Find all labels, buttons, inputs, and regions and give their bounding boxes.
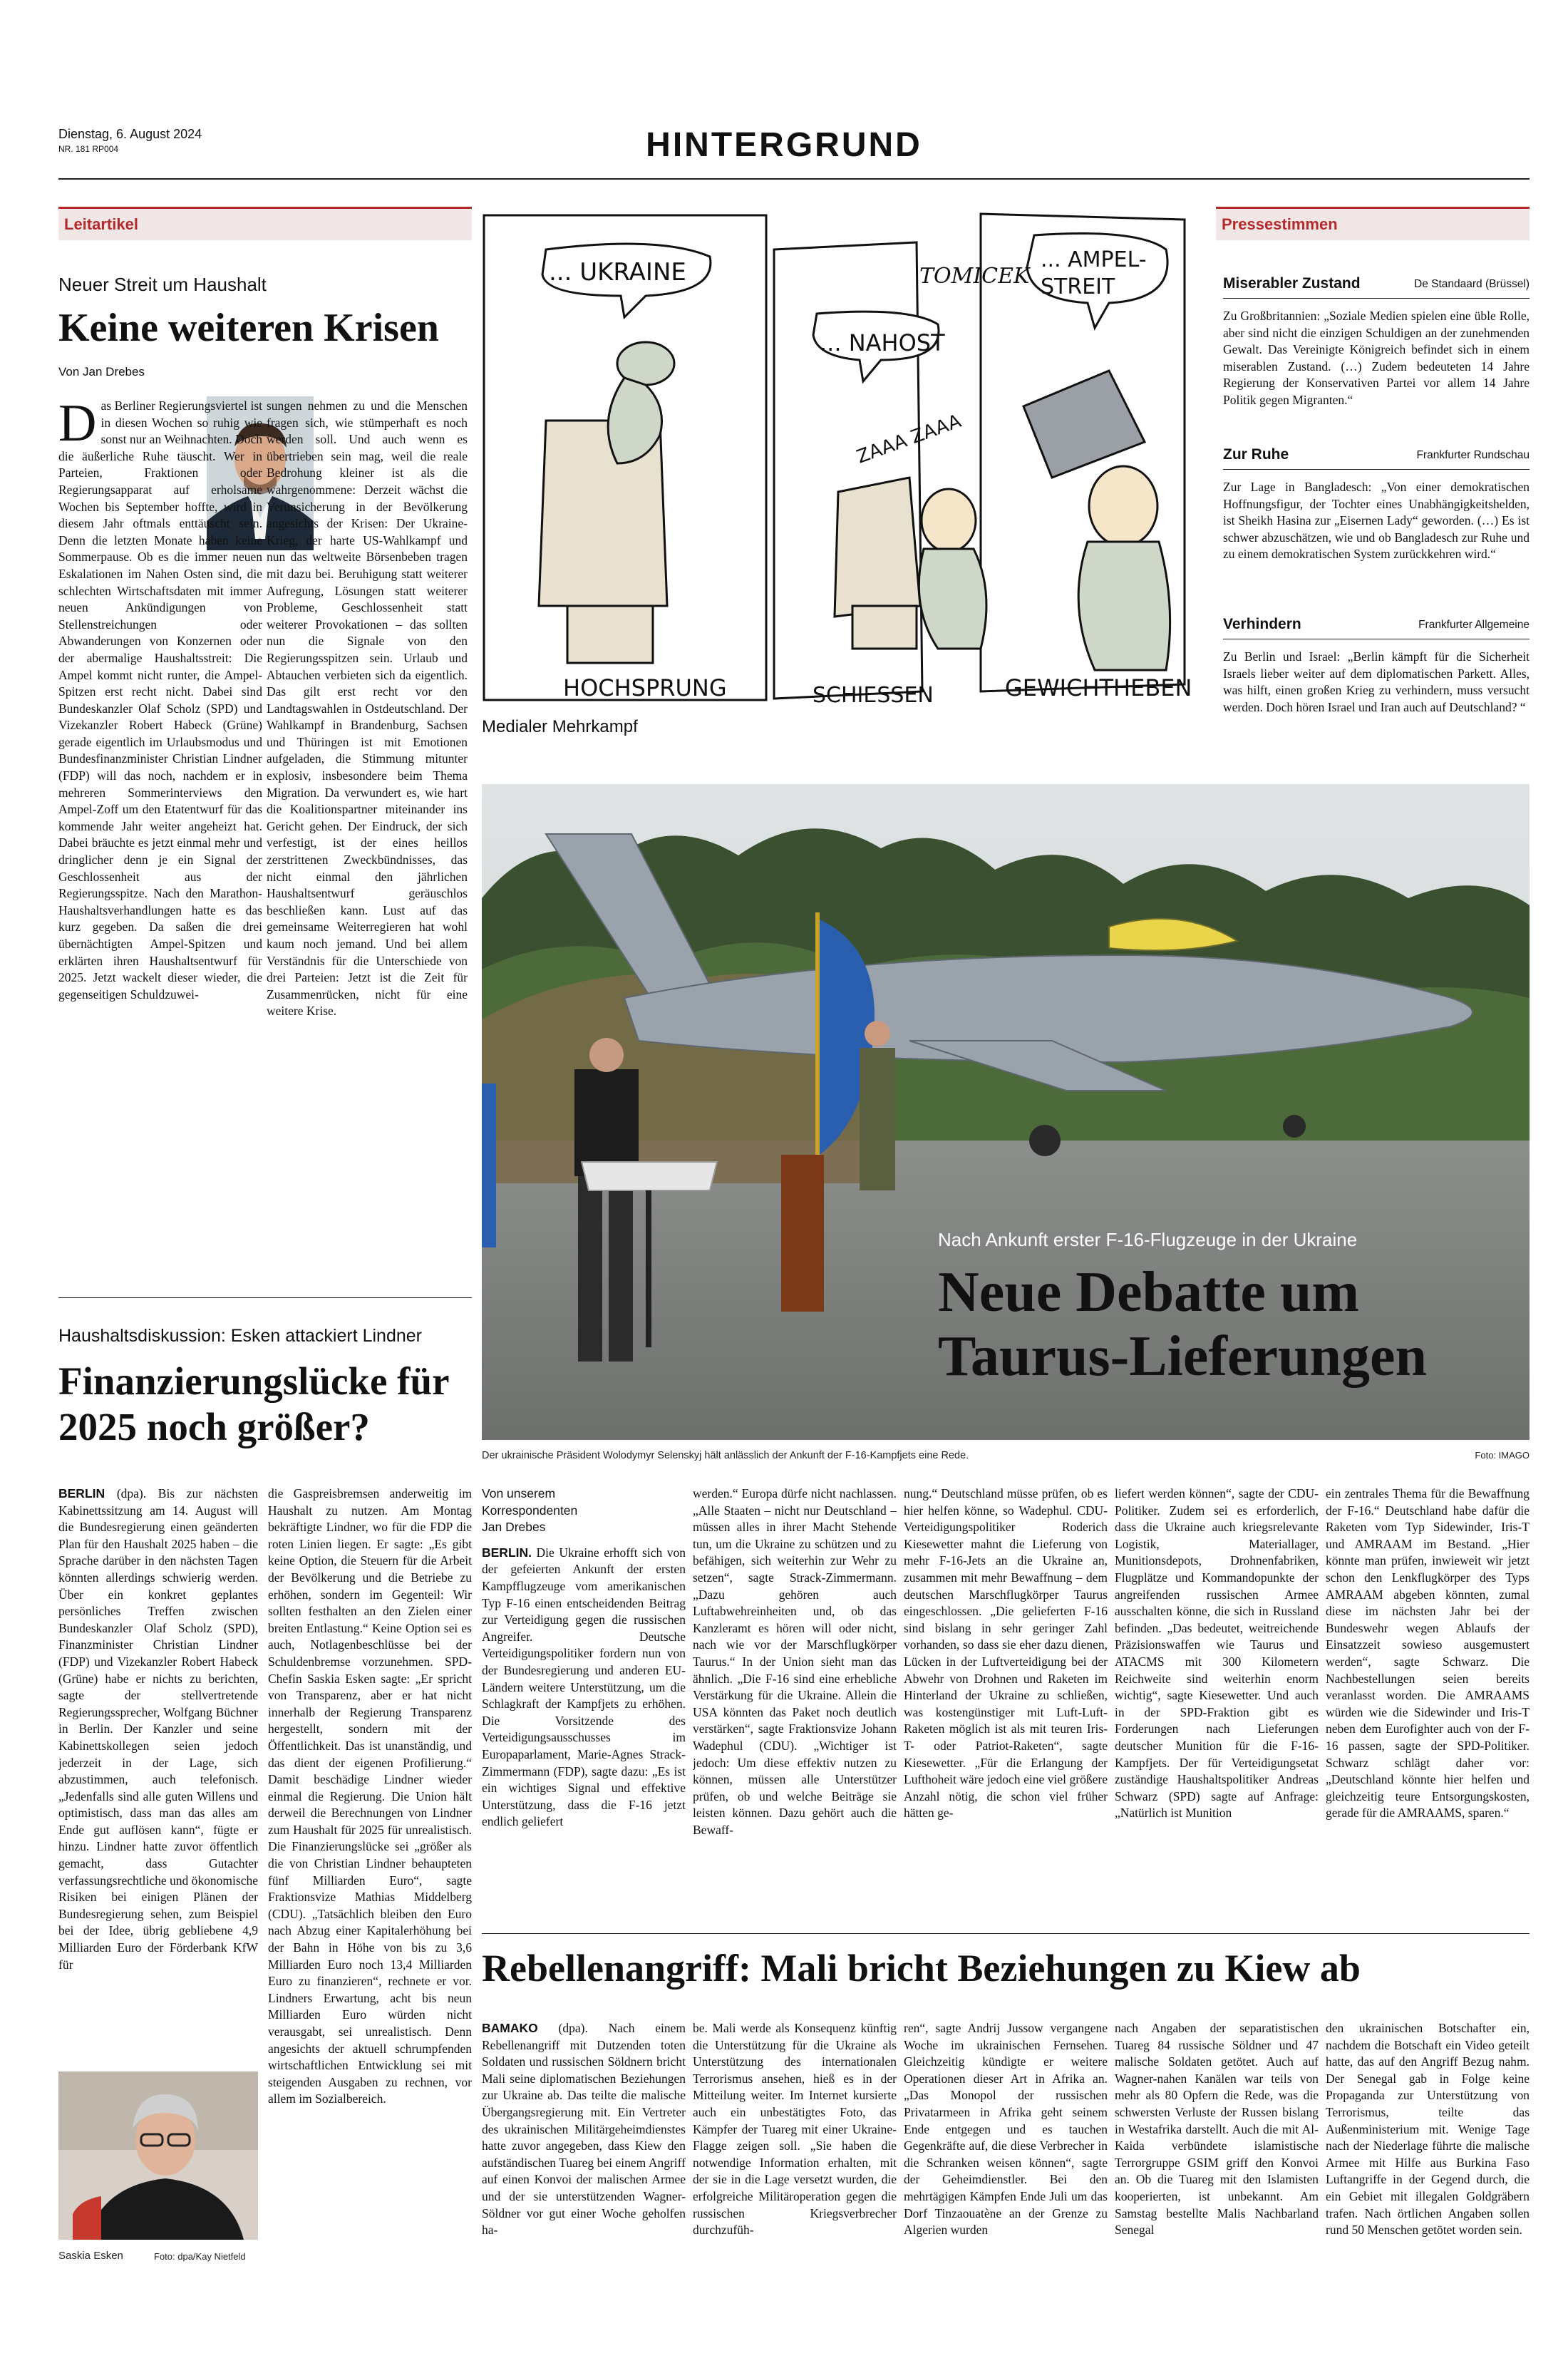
pressestimmen-label: Pressestimmen (1222, 215, 1338, 233)
leitartikel-kicker: Neuer Streit um Haushalt (58, 274, 267, 295)
cartoon-bubble-2: ... NAHOST (820, 329, 945, 356)
leitartikel-label: Leitartikel (64, 215, 138, 233)
leitartikel-byline: Von Jan Drebes (58, 365, 145, 379)
taurus-column-4 (1115, 1486, 1319, 1927)
taurus-text-4: liefert werden können“, sagte der CDU-Politiker. Zudem sei es erforderlich, dass die Ukraine auch kriegsrelevante Logistik, Materiallager, Munitionsdepots, Drohnenfabriken, Flugplätze und Kommandopunkte der angreifenden russischen Armee ausschalten könne, die sich in Russland befinden. „Das bedeutet, weitreichende Präzisionswaffen wie Taurus und ATACMS mit 300 Kilometern Reichweite sind weiterhin enorm wichtig“, sagte Kiesewetter. Und auch in der SPD-Fraktion gibt es Forderungen nach Lieferungen deutscher Munition für die F-16-Kampfjets. Der für Verteidigungsetat zuständige Haushaltspolitiker Andreas Schwarz (SPD) sagte auf Anfrage: „Natürlich ist Munition (1115, 1486, 1319, 1821)
mali-text-1: (dpa). Nach einem Rebellenangriff mit Dutzenden toten Soldaten und russischen Söldnern bricht Mali seine diplomatischen Beziehungen zur Ukraine ab. Das teilte die malische Übergangsregierung mit. Ein Vertreter des ukrainischen Militärgeheimdienstes hatte zuvor angegeben, dass Kiew den aufständischen Tuareg bei einem Angriff auf einen Konvoi der malischen Armee und der sie unterstützenden Wagner-Söldner vor gut einer Woche geholfen ha- (482, 2021, 686, 2238)
leitartikel-rule (58, 1297, 472, 1298)
esken-caption: Saskia Esken (58, 2250, 123, 2262)
esken-photo (58, 2071, 258, 2240)
hero-caption: Der ukrainische Präsident Wolodymyr Selenskyj hält anlässlich der Ankunft der F-16-Kampfjets eine Rede. (482, 1450, 969, 1461)
mali-text-5: den ukrainischen Botschafter ein, nachdem die Botschaft ein Video geteilt hatte, das auf den Angriff Bezug nahm. Der Senegal gab in Folge keine Propaganda zur Unterstützung von Terrorismus, teilte das Außenministerium mit. Wenige Tage nach der Niederlage führte die malische Armee mit Hilfe aus Burkina Faso Luftangriffe in der Gegend durch, die ein Gebiet mit illegalen Goldgräbern trafen. Nach örtlichen Angaben sollen rund 50 Menschen getötet worden sein. (1326, 2021, 1530, 2238)
taurus-byline-2: Korrespondenten (482, 1503, 578, 1518)
cartoon-label-3: GEWICHTHEBEN (1005, 674, 1192, 701)
leitartikel-text-1: as Berliner Regierungsviertel ist in diesen Wochen so ruhig wie sonst nur an Weihnachten. Doch die äußerliche Ruhe täuscht. Wer in Parteien, Fraktionen oder Regierungsapparat auf erholsame Wochen bis September hoffte, wird in diesem Jahr oftmals enttäuscht sein. Denn die letzten Monate haben keine Sommerpause. Ob es die immer neuen Eskalationen im Nahen Osten sind, die schlechten Wirtschaftsdaten mit immer neuen Ankündigungen von Stellenstreichungen oder Abwanderungen von Konzernen oder der abermalige Haushaltsstreit: Die Ampel kommt nicht runter, die Ampel-Spitzen erst recht nicht. Dabei sind Bundeskanzler Olaf Scholz (SPD) und Vizekanzler Robert Habeck (Grüne) gerade eigentlich im Urlaubsmodus und Bundesfinanzminister Christian Lindner (FDP) will das noch, nachdem er in mehreren Sommerinterviews den Ampel-Zoff um den Etatentwurf für das kommende Jahr weiter angeheizt hat. Dabei bräuchte es jetzt einmal mehr und dringlicher denn je ein Signal der Geschlossenheit aus der Regierungsspitze. Nach den Marathon-Haushaltsverhandlungen hatte es das kurz gegeben. Da saßen die drei übernächtigten Ampel-Spitzen und erklärten ihren Haushaltsentwurf für 2025. Jetzt wackelt dieser wieder, die gegenseitigen Schuldzuwei- (58, 398, 262, 1002)
mali-column-4 (1115, 2020, 1319, 2305)
haushalt-text-1: (dpa). Bis zur nächsten Kabinettssitzung am 14. August will die Bundesregierung einen geänderten Plan für den Haushalt 2025 haben – die Sprache darüber in den nächsten Tagen könnten allerdings schwierig werden. Über ein konkret geplantes persönliches Treffen zwischen Bundeskanzler Olaf Scholz (SPD), Finanzminister Christian Lindner (FDP) und Vizekanzler Robert Habeck (Grüne) habe er nichts zu berichten, sagte der stellvertretende Regierungssprecher, Wolfgang Büchner in Berlin. Der Kanzler und seine Kabinettskollegen seien jedoch jederzeit in der Lage, sich abzustimmen, auch telefonisch. „Jedenfalls sind alle guten Willens und optimistisch, dass man das alles am Ende gut auflösen kann“, fügte er hinzu. Lindner hatte zuvor öffentlich gemacht, dass Gutachter verfassungsrechtliche und ökonomische Risiken bei einigen Plänen der Bundesregierung sehen, zum Beispiel bei der Idee, übrig gebliebene 4,9 Milliarden Euro der Förderbank KfW für (58, 1486, 258, 1972)
haushalt-column-2 (268, 1486, 472, 2310)
pressestimme-1-rule (1223, 298, 1530, 299)
cartoon-caption: Medialer Mehrkampf (482, 717, 638, 736)
pressestimme-1-source: De Standaard (Brüssel) (1414, 278, 1530, 290)
masthead-rule (58, 178, 1530, 180)
pressestimme-1-text: Zu Großbritannien: „Soziale Medien spielen eine üble Rolle, aber sind nicht die einzigen Schuldigen an der zunehmenden Gewalt. Das Vereinigte Königreich befindet sich in einem miserablen Zustand. (…) Zudem bedeuteten 14 Jahre Regierung der Konservativen Partei vor allem 14 Jahre Politik gegen Migranten.“ (1223, 309, 1530, 407)
taurus-text-1: Die Ukraine erhofft sich von der gefeierten Ankunft der ersten Kampfflugzeuge vom amerikanischen Typ F-16 einen entscheidenden Beitrag zur Verteidigung gegen die russischen Angreifer. Deutsche Verteidigungspolitiker fordern nun von der Bundesregierung und anderen EU-Ländern weitere Unterstützung, um die Schlagkraft der Kampfjets zu erhöhen. Die Vorsitzende des Verteidigungsausschusses im Europaparlament, Marie-Agnes Strack-Zimmermann (FDP), sagte dazu: „Es ist ein wichtiges Signal und effektive Unterstützung, dass die F-16 jetzt endlich geliefert (482, 1545, 686, 1829)
pressestimme-3-title: Verhindern (1223, 616, 1301, 632)
taurus-column-5 (1326, 1486, 1530, 1927)
esken-credit: Foto: dpa/Kay Nietfeld (154, 2251, 246, 2262)
mali-column-5 (1326, 2020, 1530, 2305)
haushalt-kicker: Haushaltsdiskussion: Esken attackiert Lindner (58, 1326, 422, 1346)
pressestimme-2-text: Zur Lage in Bangladesch: „Von einer demokratischen Hoffnungsfigur, der Tochter eines Unabhängigkeitshelden, ist Sheikh Hasina zur „Eisernen Lady“ geworden. (…) Es ist schwer abzuschätzen, wie und ob Bangladesch zur Ruhe und zu einem demokratischen System zurückkehren wird.“ (1223, 480, 1530, 562)
pressestimme-2-rule (1223, 469, 1530, 470)
cartoon-bubble-3: ... AMPEL-STREIT (1041, 247, 1147, 299)
leitartikel-bar (58, 207, 472, 240)
mali-headline: Rebellenangriff: Mali bricht Beziehungen zu Kiew ab (482, 1947, 1361, 1990)
taurus-text-3: nung.“ Deutschland müsse prüfen, ob es hier helfen könne, so Wadephul. CDU-Verteidigungspolitiker Roderich Kiesewetter mahnt die Lieferung von mehr F-16-Jets an die Ukraine an, zusammen mit mehr Bewaffnung – dem deutschen Marschflugkörper Taurus eingeschlossen. „Die gelieferten F-16 sind bislang in sehr geringer Zahl vorhanden, so dass sie eher dazu dienen, Lücken in der Luftverteidigung bei der Abwehr von Drohnen und Raketen im Hinterland der Ukraine zu schließen, was kostengünstiger mit Luft-Luft-Raketen möglich ist als mit teuren Iris-T- oder Patriot-Raketen“, sagte Kiesewetter. „Für die Erlangung der Lufthoheit wäre jedoch eine viel größere Anzahl nötig, die schon viel früher hätten ge- (904, 1486, 1108, 1821)
taurus-dateline: BERLIN. (482, 1545, 532, 1560)
mali-column-3 (904, 2020, 1108, 2305)
cartoon-label-1: HOCHSPRUNG (563, 674, 727, 701)
mali-column-2 (693, 2020, 897, 2305)
hero-headline: Neue Debatte um Taurus-Lieferungen (938, 1261, 1428, 1388)
mali-column-1 (482, 2020, 686, 2305)
haushalt-text-2: die Gaspreisbremsen anderweitig im Haushalt zu nutzen. Am Montag bekräftigte Lindner, wo für die FDP die roten Linien liegen. Er sagte: „Es gibt keine Option, die Steuern für die Arbeit der Bevölkerung und die Betriebe zu erhöhen, sondern im Gegenteil: Wir sollten festhalten an den Zielen einer breiten Entlastung.“ Keine Option sei es auch, Notlagenbeschlüsse bei der Schuldenbremse vorzunehmen. SPD-Chefin Saskia Esken sagte: „Er spricht von Transparenz, aber er hat nicht innerhalb der Regierung Transparenz hergestellt, sondern mit der Öffentlichkeit. Das ist unanständig, und das dient der eigenen Profilierung.“ Damit beschädige Lindner wieder einmal die Regierung. Die Union hält derweil die Berechnungen von Lindner zum Haushalt für 2025 für unrealistisch. Die Finanzierungslücke sei „größer als die von Christian Lindner behaupteten fünf Milliarden Euro“, sagte Fraktionsvize Mathias Middelberg (CDU). „Tatsächlich bleiben den Euro nach Abzug einer Kapitalerhöhung bei der Bahn in Höhe von bis zu 3,6 Milliarden Euro noch 13,4 Milliarden Euro zu finanzieren“, rechnete er vor. Lindners Erwartung, acht bis neun Milliarden Euro würden nicht verausgabt, sei unrealistisch. Denn angesichts der aktuell schrumpfenden wirtschaftlichen Entwicklung sei mit steigenden Ausgaben zu rechnen, vor allem im Sozialbereich. (268, 1486, 472, 2106)
mali-dateline: BAMAKO (482, 2021, 538, 2035)
pressestimme-3-source: Frankfurter Allgemeine (1418, 619, 1530, 631)
mali-text-4: nach Angaben der separatistischen Tuareg 84 russische Söldner und 47 malische Soldaten getötet. Auch auf Wagner-nahen Kanälen war teils von mehr als 80 Opfern die Rede, was die schwersten Verluste der Russen bislang in Westafrika darstellt. Auch die mit Al-Kaida verbündete islamistische Terrorgruppe GSIM griff den Konvoi an. Ob die Tuareg mit den Islamisten kooperierten, ist unbekannt. Am Samstag bestellte Malis Nachbarland Senegal (1115, 2021, 1319, 2238)
mali-text-2: be. Mali werde als Konsequenz künftig die Unterstützung für die Ukraine als Unterstützung des internationalen Terrorismus ansehen, hieß es in der Mitteilung weiter. Im Internet kursierte auch ein unbestätigtes Foto, das Kämpfer der Tuareg mit einer Ukraine-Flagge zeigen soll. „Sie haben die notwendige Information erhalten, mit der sie in die Lage versetzt wurden, die erfolgreiche Militäroperation gegen die russischen Kriegsverbrecher durchzufüh- (693, 2021, 897, 2238)
masthead-date: Dienstag, 6. August 2024 (58, 127, 202, 141)
taurus-byline-3: Jan Drebes (482, 1520, 546, 1535)
dropcap: D (58, 398, 97, 453)
haushalt-headline: Finanzierungslücke für 2025 noch größer? (58, 1359, 449, 1448)
pressestimme-1-title: Miserabler Zustand (1223, 275, 1361, 292)
taurus-text-5: ein zentrales Thema für die Bewaffnung der F-16.“ Deutschland habe dafür die Raketen vom Typ Sidewinder, Iris-T und AMRAAM im Bestand. „Hier könnte man prüfen, inwieweit wir jetzt schon den Lenkflugkörper des Typs AMRAAM abgeben könnten, zumal diese im nächsten Jahr bei der Bundeswehr wegen Ablaufs der Einsatzzeit sowieso ausgemustert werden“, sagte Schwarz. Die Nachbestellungen seien bereits veranlasst worden. Die AMRAAMS würden wie die Sidewinder und Iris-T neben dem Eurofighter auch von der F-16 passen, sagte der SPD-Politiker. Schwarz schlägt daher vor: „Deutschland könnte hier helfen und gleichzeitig teure Entsorgungskosten, gerade für die AMRAAMS, sparen.“ (1326, 1486, 1530, 1821)
taurus-column-2 (693, 1486, 897, 1927)
pressestimme-2-source: Frankfurter Rundschau (1416, 449, 1530, 461)
leitartikel-column-2 (267, 398, 468, 1296)
haushalt-column-1 (58, 1486, 258, 2064)
haushalt-dateline: BERLIN (58, 1486, 105, 1501)
hero-kicker: Nach Ankunft erster F-16-Flugzeuge in der Ukraine (938, 1229, 1358, 1250)
masthead-issue: NR. 181 RP004 (58, 144, 119, 154)
taurus-text-2: werden.“ Europa dürfe nicht nachlassen. „Alle Staaten – nicht nur Deutschland – müssen alles in ihrer Macht Stehende tun, um die Ukraine zu schützen und zu befähigen, sich weiterhin zur Wehr zu setzen“, sagte Strack-Zimmermann. „Dazu gehören auch Luftabwehreinheiten und, ob das Kanzleramt es hören will oder nicht, nach wie vor der Marschflugkörper Taurus.“ In der Union sieht man das ähnlich. „Die F-16 sind eine erhebliche Verstärkung für die Ukraine. Allein die USA könnten das Paket noch deutlich verstärken“, sagte Fraktionsvize Johann Wadephul (CDU). „Wichtiger ist jedoch: Um diese effektiv nutzen zu können, müssen alle Unterstützer prüfen, ob und welche Beiträge sie leisten können. Dazu gehört auch die Bewaff- (693, 1486, 897, 1837)
cartoon-signature: TOMICEK (919, 264, 1030, 289)
pressestimme-3-text: Zu Berlin und Israel: „Berlin kämpft für die Sicherheit Israels lieber weiter auf dem diplomatischen Parkett. Alles, was hilft, einen großen Krieg zu verhindern, muss versucht werden. Doch hören Israel und Iran auch auf Deutschland? “ (1223, 649, 1530, 714)
pressestimmen-bar (1216, 207, 1530, 240)
cartoon-sfx: ZAAA ZAAA (854, 410, 964, 468)
taurus-column-1 (482, 1486, 686, 1927)
esken-portrait-drawing (58, 2071, 258, 2240)
mali-top-rule (482, 1933, 1530, 1934)
leitartikel-column-1 (58, 398, 262, 1296)
leitartikel-headline: Keine weiteren Krisen (58, 306, 439, 350)
mali-text-3: ren“, sagte Andrij Jussow vergangene Woche im ukrainischen Fernsehen. Gleichzeitig kündigte er weitere Operationen dieser Art in Afrika an. „Das Monopol der russischen Privatarmeen in Afrika geht seinem Ende entgegen und es tauchen Gegenkräfte auf, die diese Verbrecher in die Schranken weisen können“, sagte der Geheimdienstler. Bei den mehrtägigen Kämpfen Ende Juli um das Dorf Tinzaouatène an der Grenze zu Algerien wurden (904, 2021, 1108, 2238)
section-title: HINTERGRUND (646, 126, 922, 164)
hero-credit: Foto: IMAGO (1475, 1450, 1530, 1461)
cartoon-label-2: SCHIESSEN (813, 683, 934, 708)
pressestimme-2-title: Zur Ruhe (1223, 446, 1289, 463)
cartoon-bubble-1: ... UKRAINE (549, 258, 686, 287)
taurus-byline-1: Von unserem (482, 1486, 556, 1501)
taurus-column-3 (904, 1486, 1108, 1927)
leitartikel-text-2: sungen nehmen zu und die Menschen fragen sich, wie stümperhaft es noch werden soll. Und auch wenn es übertrieben sein mag, weil die reale Bedrohung kleiner ist als die wahrgenommene: Derzeit wächst die Verunsicherung in der Bevölkerung angesichts der Krisen: Der Ukraine-Krieg, der harte US-Wahlkampf und nun das weltweite Börsenbeben tragen mit dazu bei. Beruhigung statt weiterer Aufregung, Lösungen statt weiterer Probleme, Geschlossenheit statt weiterer Provokationen – das sollten nun die Signale von den Regierungsspitzen sein. Urlaub und Abtauchen verbieten sich da eigentlich. Das gilt erst recht vor den Landtagswahlen in Ostdeutschland. Der Wahlkampf in Brandenburg, Sachsen und Thüringen ist mit Emotionen aufgeladen, die Stimmung mitunter explosiv, insbesondere beim Thema Migration. Da verwundert es, wie hart die Koalitionspartner miteinander ins Gericht gehen. Der Eindruck, der sich verfestigt, ist der eines heillos zerstrittenen Zweckbündnisses, das nicht einmal den jährlichen Haushaltsentwurf geräuschlos beschließen kann. Lust auf das gemeinsame Weiterregieren hat wohl kaum noch jemand. Und bei allem Verständnis für die Unterschiede von drei Parteien: Jetzt ist die Zeit für Zusammenrücken, nicht für eine weitere Krise. (267, 398, 468, 1019)
